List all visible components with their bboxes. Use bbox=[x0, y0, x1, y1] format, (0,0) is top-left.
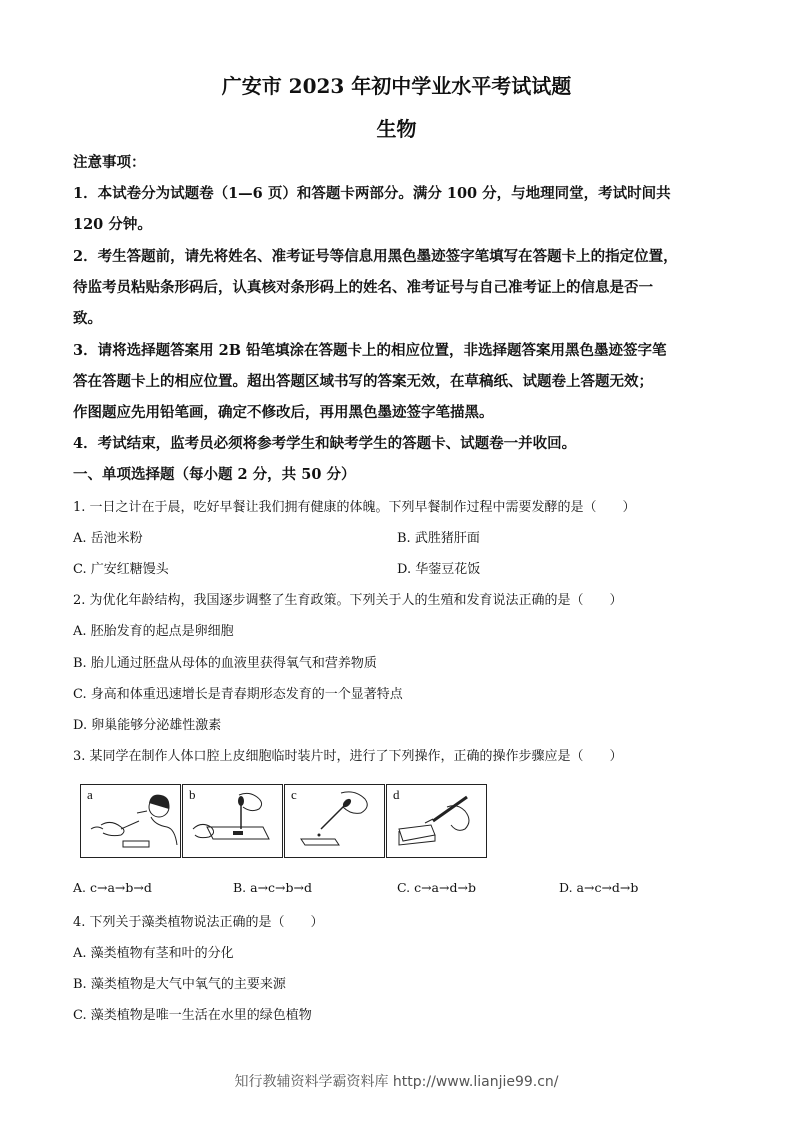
notice-line: 1．本试卷分为试题卷（1—6 页）和答题卡两部分。满分 100 分，与地理同堂，考试时间共 bbox=[73, 185, 671, 202]
q1-option-a: A. 岳池米粉 bbox=[73, 531, 143, 546]
question-3-stem: 3. 某同学在制作人体口腔上皮细胞临时装片时，进行了下列操作，正确的操作步骤应是（ ） bbox=[73, 749, 623, 764]
q1-option-b: B. 武胜猪肝面 bbox=[397, 531, 480, 546]
q2-option-b: B. 胎儿通过胚盘从母体的血液里获得氧气和营养物质 bbox=[73, 656, 377, 671]
notice-line: 作图题应先用铅笔画，确定不修改后，再用黑色墨迹签字笔描黑。 bbox=[73, 404, 494, 421]
q2-option-d: D. 卵巢能够分泌雄性激素 bbox=[73, 718, 222, 733]
q4-option-a: A. 藻类植物有茎和叶的分化 bbox=[73, 946, 234, 961]
q3-option-c: C. c→a→d→b bbox=[397, 880, 476, 895]
dropper-slide-illustration bbox=[183, 785, 283, 857]
coverslip-illustration bbox=[387, 785, 487, 857]
figure-label: b bbox=[189, 787, 196, 802]
q4-option-c: C. 藻类植物是唯一生活在水里的绿色植物 bbox=[73, 1008, 312, 1023]
figure-label: a bbox=[87, 787, 93, 802]
q2-option-a: A. 胚胎发育的起点是卵细胞 bbox=[73, 624, 234, 639]
question-1-stem: 1. 一日之计在于晨，吃好早餐让我们拥有健康的体魄。下列早餐制作过程中需要发酵的是（ ） bbox=[73, 500, 636, 515]
q1-option-c: C. 广安红糖馒头 bbox=[73, 562, 169, 577]
notice-line: 120 分钟。 bbox=[73, 216, 152, 233]
notice-line: 4．考试结束，监考员必须将参考学生和缺考学生的答题卡、试题卷一并收回。 bbox=[73, 435, 577, 452]
q3-figure-c bbox=[284, 784, 385, 858]
figure-label: d bbox=[393, 787, 400, 802]
subject-title: 生物 bbox=[376, 117, 417, 141]
q3-figure-d bbox=[386, 784, 487, 858]
footer-watermark: 知行教辅资料学霸资料库 http://www.lianjie99.cn/ bbox=[234, 1074, 559, 1090]
page-title: 广安市 2023 年初中学业水平考试试题 bbox=[221, 74, 572, 98]
q3-figure-b bbox=[182, 784, 283, 858]
q3-option-b: B. a→c→b→d bbox=[233, 880, 313, 895]
notice-heading: 注意事项： bbox=[73, 154, 146, 171]
figure-label: c bbox=[291, 787, 297, 802]
question-2-stem: 2. 为优化年龄结构，我国逐步调整了生育政策。下列关于人的生殖和发育说法正确的是（ ） bbox=[73, 593, 623, 608]
q3-figure-a bbox=[80, 784, 181, 858]
notice-line: 3．请将选择题答案用 2B 铅笔填涂在答题卡上的相应位置，非选择题答案用黑色墨迹签字笔 bbox=[73, 342, 667, 359]
notice-line: 致。 bbox=[73, 310, 102, 327]
notice-line: 待监考员粘贴条形码后，认真核对条形码上的姓名、准考证号与自己准考证上的信息是否一 bbox=[73, 279, 653, 296]
q3-option-d: D. a→c→d→b bbox=[559, 880, 639, 895]
question-4-stem: 4. 下列关于藻类植物说法正确的是（ ） bbox=[73, 915, 324, 930]
notice-line: 2．考生答题前，请先将姓名、准考证号等信息用黑色墨迹签字笔填写在答题卡上的指定位置， bbox=[73, 248, 678, 265]
q1-option-d: D. 华蓥豆花饭 bbox=[397, 562, 481, 577]
q4-option-b: B. 藻类植物是大气中氧气的主要来源 bbox=[73, 977, 286, 992]
section-title: 一、单项选择题（每小题 2 分，共 50 分） bbox=[73, 466, 356, 483]
q2-option-c: C. 身高和体重迅速增长是青春期形态发育的一个显著特点 bbox=[73, 687, 403, 702]
q3-figure-strip bbox=[80, 784, 487, 858]
cheek-scraping-illustration bbox=[81, 785, 181, 857]
dropper-drop-illustration bbox=[285, 785, 385, 857]
notice-line: 答在答题卡上的相应位置。超出答题区域书写的答案无效，在草稿纸、试题卷上答题无效； bbox=[73, 373, 653, 390]
q3-option-a: A. c→a→b→d bbox=[73, 880, 152, 895]
